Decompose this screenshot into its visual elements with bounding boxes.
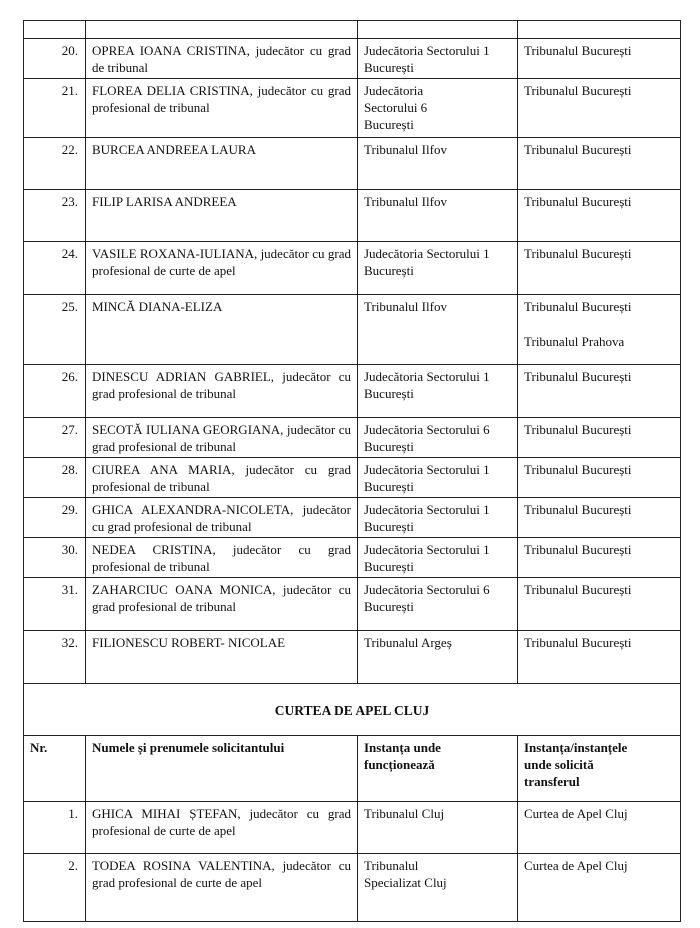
table-row xyxy=(24,631,681,684)
header-requested-court: Instanța/instanțele unde solicită transferul xyxy=(518,736,681,802)
row-number: 2. xyxy=(24,854,86,922)
requested-court: Tribunalul București xyxy=(518,418,681,458)
applicant-name: GHICA MIHAI ȘTEFAN, judecător cu grad profesional de curte de apel xyxy=(86,802,358,854)
requested-court: Tribunalul București xyxy=(518,458,681,498)
current-court: Tribunalul Specializat Cluj xyxy=(358,854,518,922)
applicant-name: FLOREA DELIA CRISTINA, judecător cu grad profesional de tribunal xyxy=(86,79,358,138)
requested-court: Tribunalul București xyxy=(518,365,681,418)
current-court: Judecătoria Sectorului 1 București xyxy=(358,365,518,418)
row-number: 21. xyxy=(24,79,86,138)
row-number: 1. xyxy=(24,802,86,854)
applicant-name: TODEA ROSINA VALENTINA, judecător cu grad profesional de curte de apel xyxy=(86,854,358,922)
requested-court: Curtea de Apel Cluj xyxy=(518,802,681,854)
applicant-name: NEDEA CRISTINA, judecător cu grad profesional de tribunal xyxy=(86,538,358,578)
current-court: Judecătoria Sectorului 1 București xyxy=(358,498,518,538)
requested-court: Tribunalul București xyxy=(518,79,681,138)
table-row xyxy=(24,295,681,365)
row-number: 20. xyxy=(24,39,86,79)
table-row xyxy=(24,190,681,242)
table-row xyxy=(24,854,681,922)
current-court: Judecătoria Sectorului 6 București xyxy=(358,418,518,458)
current-court: Judecătoria Sectorului 6 București xyxy=(358,79,518,138)
current-court: Tribunalul Ilfov xyxy=(358,295,518,365)
table-row xyxy=(24,138,681,190)
table-row xyxy=(24,538,681,578)
current-court: Judecătoria Sectorului 6 București xyxy=(358,578,518,631)
row-number: 30. xyxy=(24,538,86,578)
requested-court: Tribunalul București xyxy=(518,138,681,190)
current-court: Judecătoria Sectorului 1 București xyxy=(358,538,518,578)
requested-court: Tribunalul București xyxy=(518,242,681,295)
applicant-name: VASILE ROXANA-IULIANA, judecător cu grad profesional de curte de apel xyxy=(86,242,358,295)
requested-court: Tribunalul București xyxy=(518,538,681,578)
requested-court: Tribunalul București xyxy=(518,190,681,242)
table-row xyxy=(24,39,681,79)
table-header-row xyxy=(24,736,681,802)
current-court: Tribunalul Ilfov xyxy=(358,138,518,190)
applicant-name: MINCĂ DIANA-ELIZA xyxy=(86,295,358,365)
current-court: Tribunalul Cluj xyxy=(358,802,518,854)
applicant-name: GHICA ALEXANDRA-NICOLETA, judecător cu grad profesional de tribunal xyxy=(86,498,358,538)
row-number: 29. xyxy=(24,498,86,538)
applicant-name: CIUREA ANA MARIA, judecător cu grad profesional de tribunal xyxy=(86,458,358,498)
table-row xyxy=(24,242,681,295)
applicant-name: OPREA IOANA CRISTINA, judecător cu grad de tribunal xyxy=(86,39,358,79)
table-row xyxy=(24,79,681,138)
row-number: 24. xyxy=(24,242,86,295)
current-court: Tribunalul Ilfov xyxy=(358,190,518,242)
header-nr: Nr. xyxy=(24,736,86,802)
requested-court: Tribunalul București xyxy=(518,578,681,631)
row-number: 23. xyxy=(24,190,86,242)
requested-court: Tribunalul București xyxy=(518,631,681,684)
header-current-court: Instanța unde funcționează xyxy=(358,736,518,802)
header-name: Numele și prenumele solicitantului xyxy=(86,736,358,802)
table-row-blank xyxy=(24,21,681,39)
current-court: Tribunalul Argeș xyxy=(358,631,518,684)
row-number: 27. xyxy=(24,418,86,458)
requested-court: Tribunalul București xyxy=(518,39,681,79)
current-court: Judecătoria Sectorului 1 București xyxy=(358,458,518,498)
requested-court: Tribunalul București xyxy=(524,299,632,314)
current-court: Judecătoria Sectorului 1 București xyxy=(358,39,518,79)
row-number: 28. xyxy=(24,458,86,498)
table-row xyxy=(24,802,681,854)
table-row xyxy=(24,458,681,498)
row-number: 22. xyxy=(24,138,86,190)
table-row xyxy=(24,418,681,458)
row-number: 26. xyxy=(24,365,86,418)
table-row xyxy=(24,498,681,538)
row-number: 31. xyxy=(24,578,86,631)
applicant-name: SECOTĂ IULIANA GEORGIANA, judecător cu grad profesional de tribunal xyxy=(86,418,358,458)
requested-court: Curtea de Apel Cluj xyxy=(518,854,681,922)
table-row xyxy=(24,365,681,418)
section-title: CURTEA DE APEL CLUJ xyxy=(24,684,681,736)
row-number: 25. xyxy=(24,295,86,365)
current-court: Judecătoria Sectorului 1 București xyxy=(358,242,518,295)
applicant-name: BURCEA ANDREEA LAURA xyxy=(86,138,358,190)
section-heading-row xyxy=(24,684,681,736)
applicant-name: FILIP LARISA ANDREEA xyxy=(86,190,358,242)
applicant-name: ZAHARCIUC OANA MONICA, judecător cu grad profesional de tribunal xyxy=(86,578,358,631)
requested-court: Tribunalul Prahova xyxy=(524,334,625,349)
table-row xyxy=(24,578,681,631)
applicant-name: FILIONESCU ROBERT- NICOLAE xyxy=(86,631,358,684)
transfer-requests-table xyxy=(23,20,681,922)
row-number: 32. xyxy=(24,631,86,684)
document-page xyxy=(23,20,680,922)
requested-court: Tribunalul București xyxy=(518,498,681,538)
requested-courts xyxy=(518,295,681,365)
applicant-name: DINESCU ADRIAN GABRIEL, judecător cu grad profesional de tribunal xyxy=(86,365,358,418)
